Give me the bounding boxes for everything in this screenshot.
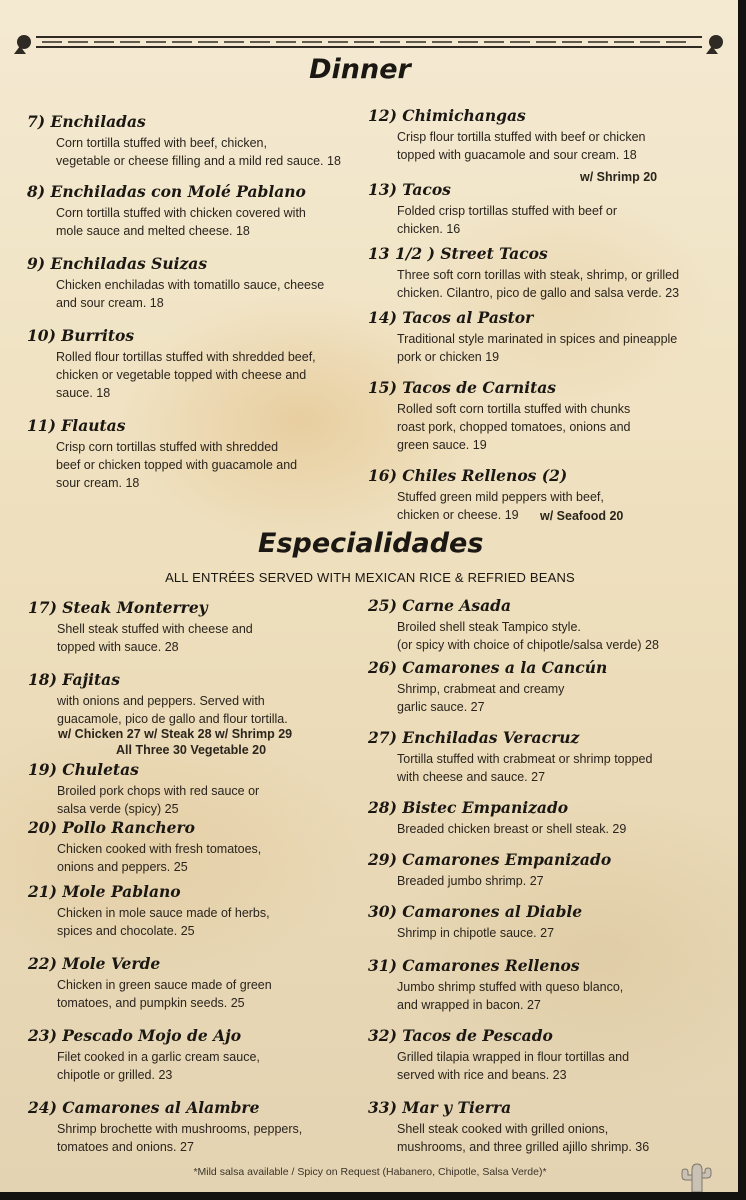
item-name: 20) Pollo Ranchero [28, 818, 196, 837]
item-description: Shell steak cooked with grilled onions, mushrooms, and three grilled ajillo shrimp. 36 [397, 1122, 650, 1154]
menu-item [28, 598, 253, 656]
menu-item [368, 596, 659, 654]
menu-item [28, 1026, 260, 1084]
menu-item [368, 798, 626, 838]
item-name: 22) Mole Verde [28, 954, 161, 973]
item-name: 18) Fajitas [28, 670, 120, 689]
item-description: Filet cooked in a garlic cream sauce, chipotle or grilled. 23 [57, 1050, 260, 1082]
item-description: Tortilla stuffed with crabmeat or shrimp topped with cheese and sauce. 27 [397, 752, 653, 784]
item-name: 31) Camarones Rellenos [368, 956, 580, 975]
item-name: 26) Camarones a la Cancún [368, 658, 608, 677]
item-name: 14) Tacos al Pastor [368, 308, 534, 327]
menu-item [28, 882, 270, 940]
menu-item [368, 850, 611, 890]
item-name: 19) Chuletas [28, 760, 139, 779]
especialidades-title: Especialidades [258, 528, 484, 559]
item-name: 23) Pescado Mojo de Ajo [28, 1026, 242, 1045]
item-description: Chicken enchiladas with tomatillo sauce, cheese and sour cream. 18 [56, 278, 325, 310]
salsa-footnote: *Mild salsa available / Spicy on Request (Habanero, Chipotle, Salsa Verde)* [193, 1166, 547, 1178]
item-name: 33) Mar y Tierra [368, 1098, 512, 1117]
menu-item [368, 308, 677, 366]
menu-item [368, 244, 679, 302]
item-name: 25) Carne Asada [368, 596, 512, 615]
price-variant: All Three 30 Vegetable 20 [116, 743, 267, 757]
item-name: 28) Bistec Empanizado [368, 798, 569, 817]
menu-item [28, 954, 272, 1012]
item-name: 32) Tacos de Pescado [368, 1026, 553, 1045]
item-name: 29) Camarones Empanizado [368, 850, 612, 869]
item-description: Shrimp in chipotle sauce. 27 [397, 926, 555, 940]
item-description: Corn tortilla stuffed with beef, chicken, vegetable or cheese filling and a mild red sauce. 18 [56, 136, 341, 168]
menu-item [368, 658, 607, 716]
item-description: with onions and peppers. Served with guacamole, pico de gallo and flour tortilla. [57, 694, 288, 726]
menu-item [27, 182, 306, 240]
price-variant: w/ Shrimp 20 [580, 170, 658, 184]
item-description: Shrimp brochette with mushrooms, peppers, tomatoes and onions. 27 [57, 1122, 303, 1154]
menu-item [368, 1026, 629, 1084]
item-description: Rolled flour tortillas stuffed with shredded beef, chicken or vegetable topped with cheese and sauce. 18 [56, 350, 316, 400]
menu-item [28, 818, 261, 876]
item-description: Chicken in mole sauce made of herbs, spices and chocolate. 25 [57, 906, 270, 938]
menu-item [27, 416, 297, 492]
menu-item [27, 326, 316, 402]
item-description: Breaded chicken breast or shell steak. 29 [397, 822, 627, 836]
item-description: Shrimp, crabmeat and creamy garlic sauce. 27 [397, 682, 565, 714]
cactus-icon [670, 1160, 720, 1192]
item-name: 12) Chimichangas [368, 106, 526, 125]
item-name: 24) Camarones al Alambre [28, 1098, 260, 1117]
menu-item [28, 670, 288, 728]
item-description: Broiled pork chops with red sauce or salsa verde (spicy) 25 [57, 784, 260, 816]
menu-item [368, 1098, 649, 1156]
item-name: 11) Flautas [27, 416, 126, 435]
aztec-border-icon [6, 28, 732, 56]
item-description: Crisp flour tortilla stuffed with beef or chicken topped with guacamole and sour cream. 18 [397, 130, 646, 162]
item-description: Breaded jumbo shrimp. 27 [397, 874, 544, 888]
item-description: Rolled soft corn tortilla stuffed with chunks roast pork, chopped tomatoes, onions and green sauce. 19 [397, 402, 631, 452]
menu-item [368, 378, 630, 454]
menu-item [368, 956, 623, 1014]
menu-item [368, 180, 617, 238]
menu-item [28, 760, 259, 818]
item-description: Corn tortilla stuffed with chicken covered with mole sauce and melted cheese. 18 [56, 206, 306, 238]
menu-item [28, 1098, 302, 1156]
dinner-title: Dinner [309, 54, 411, 85]
menu-item [368, 728, 652, 786]
item-name: 10) Burritos [27, 326, 135, 345]
item-description: Broiled shell steak Tampico style. (or spicy with choice of chipotle/salsa verde) 28 [397, 620, 659, 652]
menu-item [27, 254, 324, 312]
menu-item [368, 902, 582, 942]
item-name: 7) Enchiladas [27, 112, 146, 131]
item-name: 17) Steak Monterrey [28, 598, 208, 617]
item-description: Stuffed green mild peppers with beef, chicken or cheese. 19 [397, 490, 604, 522]
item-description: Crisp corn tortillas stuffed with shredded beef or chicken topped with guacamole and sour cream. 18 [56, 440, 298, 490]
item-description: Jumbo shrimp stuffed with queso blanco, and wrapped in bacon. 27 [397, 980, 624, 1012]
item-name: 30) Camarones al Diable [368, 902, 583, 921]
price-variant: w/ Seafood 20 [540, 509, 624, 523]
item-name: 21) Mole Pablano [28, 882, 181, 901]
item-description: Folded crisp tortillas stuffed with beef or chicken. 16 [397, 204, 618, 236]
item-name: 15) Tacos de Carnitas [368, 378, 557, 397]
item-description: Chicken cooked with fresh tomatoes, onions and peppers. 25 [57, 842, 262, 874]
item-name: 13) Tacos [368, 180, 451, 199]
item-description: Shell steak stuffed with cheese and topped with sauce. 28 [57, 622, 253, 654]
price-variant: w/ Chicken 27 w/ Steak 28 w/ Shrimp 29 [58, 727, 293, 741]
item-name: 13 1/2 ) Street Tacos [368, 244, 548, 263]
menu-item [27, 112, 341, 170]
item-description: Grilled tilapia wrapped in flour tortillas and served with rice and beans. 23 [397, 1050, 630, 1082]
item-name: 16) Chiles Rellenos (2) [368, 466, 568, 485]
item-description: Chicken in green sauce made of green tomatoes, and pumpkin seeds. 25 [57, 978, 272, 1010]
item-name: 9) Enchiladas Suizas [27, 254, 208, 273]
especialidades-subtitle: ALL ENTRÉES SERVED WITH MEXICAN RICE & REFRIED BEANS [165, 570, 575, 585]
item-name: 27) Enchiladas Veracruz [368, 728, 580, 747]
item-description: Three soft corn torillas with steak, shrimp, or grilled chicken. Cilantro, pico de gallo and salsa verde. 23 [397, 268, 680, 300]
menu-item [368, 106, 646, 164]
item-name: 8) Enchiladas con Molé Pablano [27, 182, 306, 201]
item-description: Traditional style marinated in spices and pineapple pork or chicken 19 [397, 332, 678, 364]
